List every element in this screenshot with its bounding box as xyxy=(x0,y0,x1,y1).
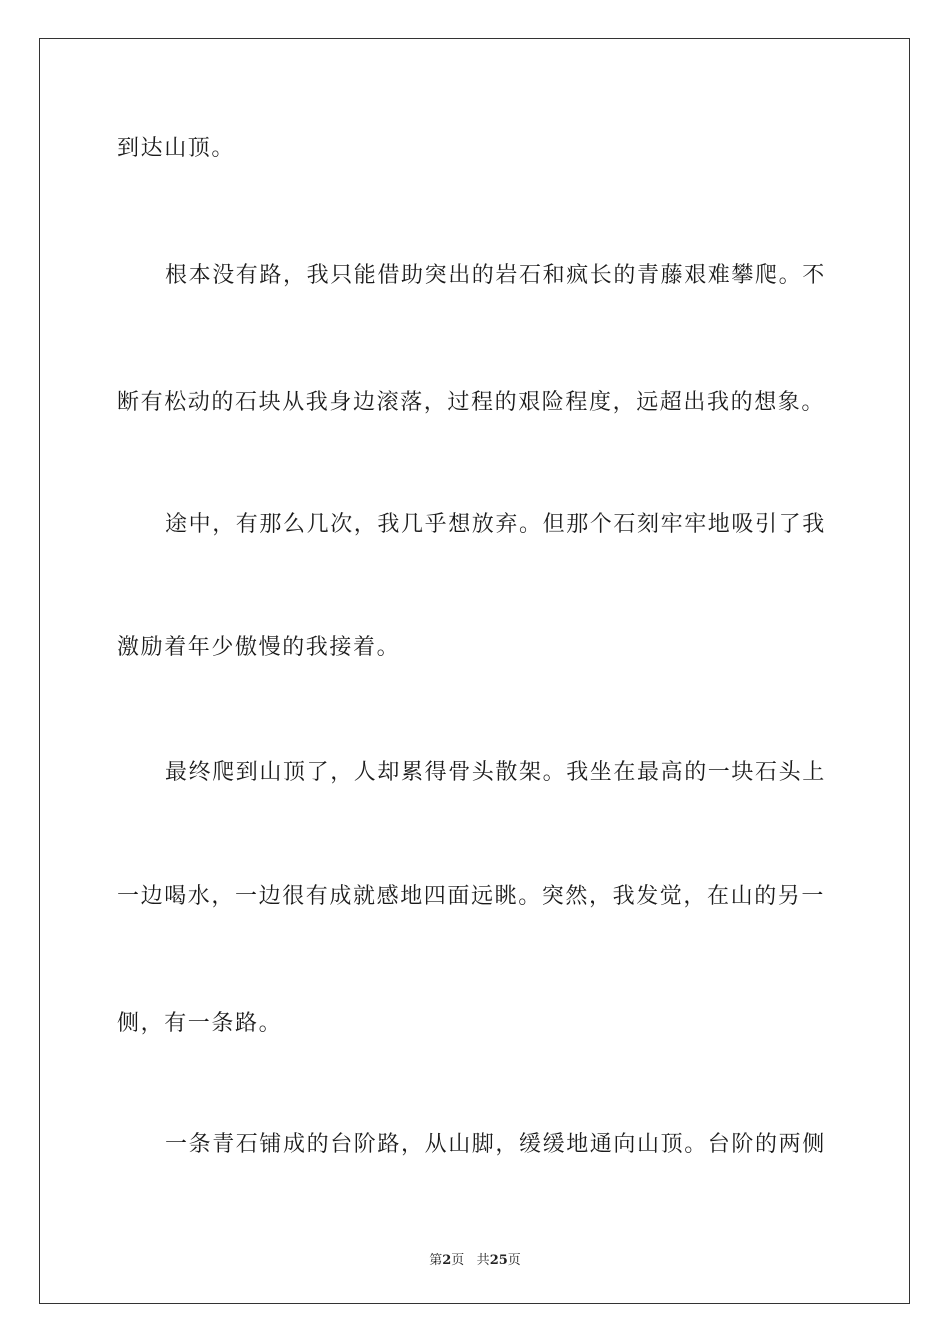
total-suffix: 页 xyxy=(507,1253,521,1268)
paragraph-start-line: 根本没有路，我只能借助突出的岩石和疯长的青藤艰难攀爬。不 xyxy=(165,263,826,288)
page-number: 2 xyxy=(442,1253,452,1268)
text-line: 断有松动的石块从我身边滚落，过程的艰险程度，远超出我的想象。 xyxy=(117,390,826,415)
page-suffix: 页 xyxy=(451,1253,465,1268)
text-line: 侧，有一条路。 xyxy=(117,1011,283,1036)
paragraph-start-line: 途中，有那么几次，我几乎想放弃。但那个石刻牢牢地吸引了我 xyxy=(165,512,826,537)
paragraph-start-line: 最终爬到山顶了，人却累得骨头散架。我坐在最高的一块石头上 xyxy=(165,760,826,785)
total-prefix: 共 xyxy=(476,1253,490,1268)
text-line: 到达山顶。 xyxy=(117,136,236,161)
total-pages: 25 xyxy=(489,1253,508,1268)
text-line: 一边喝水，一边很有成就感地四面远眺。突然，我发觉，在山的另一 xyxy=(117,884,826,909)
page-footer xyxy=(0,1249,950,1268)
page-prefix: 第 xyxy=(429,1253,443,1268)
paragraph-start-line: 一条青石铺成的台阶路，从山脚，缓缓地通向山顶。台阶的两侧 xyxy=(165,1132,826,1157)
text-line: 激励着年少傲慢的我接着。 xyxy=(117,635,401,660)
page-border xyxy=(39,38,910,1304)
